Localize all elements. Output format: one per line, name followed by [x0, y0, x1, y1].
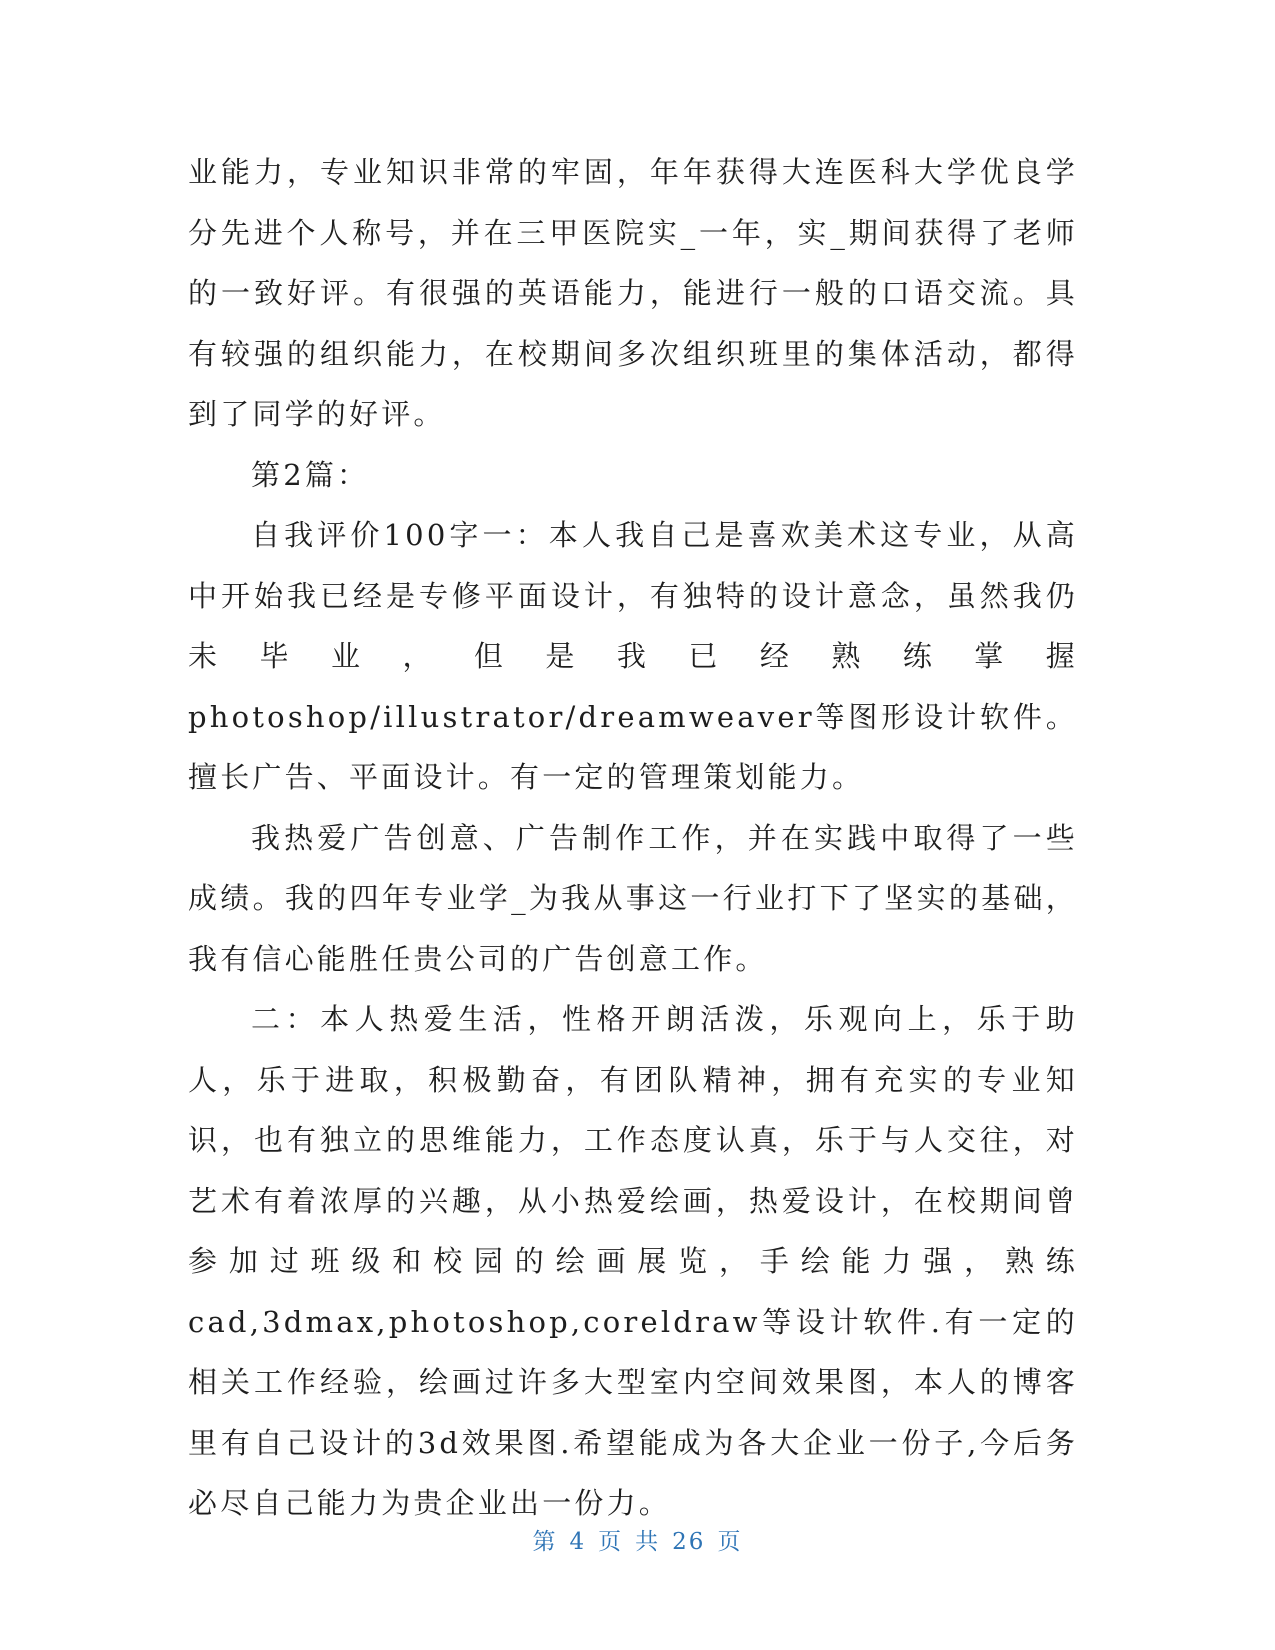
section-heading: 第2篇：	[251, 457, 370, 492]
document-body	[188, 142, 1078, 1534]
paragraph: 业能力，专业知识非常的牢固，年年获得大连医科大学优良学分先进个人称号，并在三甲医院实_一年，实_期间获得了老师的一致好评。有很强的英语能力，能进行一般的口语交流。具有较强的组织能力，在校期间多次组织班里的集体活动，都得到了同学的好评。	[188, 155, 1078, 431]
paragraph: 我热爱广告创意、广告制作工作，并在实践中取得了一些成绩。我的四年专业学_为我从事这一行业打下了坚实的基础，我有信心能胜任贵公司的广告创意工作。	[188, 820, 1078, 976]
page-footer	[0, 1523, 1275, 1556]
paragraph: 二：本人热爱生活，性格开朗活泼，乐观向上，乐于助人，乐于进取，积极勤奋，有团队精神，拥有充实的专业知识，也有独立的思维能力，工作态度认真，乐于与人交往，对艺术有着浓厚的兴趣，从小热爱绘画，热爱设计，在校期间曾参加过班级和校园的绘画展览，手绘能力强，熟练cad,3dmax,photoshop,coreldraw等设计软件.有一定的相关工作经验，绘画过许多大型室内空间效果图，本人的博客里有自己设计的3d效果图.希望能成为各大企业一份子,今后务必尽自己能力为贵企业出一份力。	[188, 1002, 1078, 1520]
footer-page-unit: 页	[598, 1529, 624, 1555]
footer-current-page: 4	[569, 1529, 587, 1555]
footer-total-pages: 26	[672, 1529, 706, 1555]
footer-total-unit: 页	[717, 1529, 743, 1555]
footer-total-prefix: 共	[635, 1529, 661, 1555]
paragraph: 自我评价100字一：本人我自己是喜欢美术这专业，从高中开始我已经是专修平面设计，有独特的设计意念，虽然我仍未毕业，但是我已经熟练掌握photoshop/illustrator/dreamweaver等图形设计软件。擅长广告、平面设计。有一定的管理策划能力。	[188, 518, 1078, 794]
footer-prefix: 第	[532, 1529, 558, 1555]
